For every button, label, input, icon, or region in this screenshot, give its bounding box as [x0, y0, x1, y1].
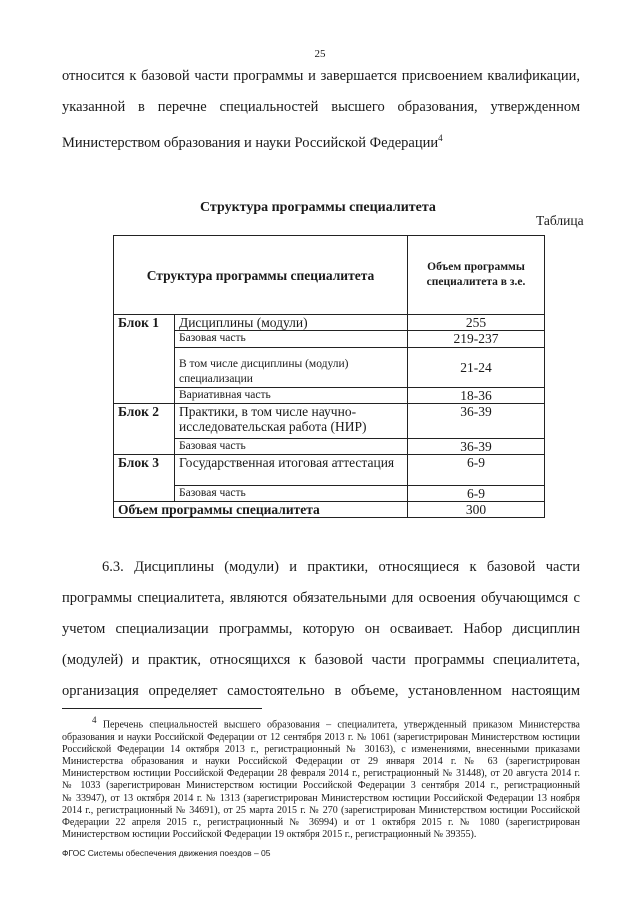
row-value: 36-39	[408, 404, 545, 439]
footnote-line: Российской Федерации 14 октября 2013 г., регистрационный № 30163), с изменениями, внесенными приказами	[62, 743, 580, 755]
table-row	[114, 486, 545, 502]
table-row	[114, 404, 545, 439]
row-value: 219-237	[408, 331, 545, 348]
paragraph-line-2: программы специалитета, являются обязательными для освоения обучающимся с	[62, 590, 580, 606]
table-row	[114, 348, 545, 388]
table-row	[114, 315, 545, 331]
footnote	[62, 714, 580, 841]
footnote-mark: 4	[92, 715, 97, 725]
row-name: Вариативная часть	[175, 388, 408, 404]
table-row	[114, 331, 545, 348]
row-value: 36-39	[408, 439, 545, 455]
block-label: Блок 2	[114, 404, 175, 455]
footnote-line: Министерства образования и науки Российской Федерации от 29 января 2014 г. № 63 (зарегистрирован	[62, 755, 580, 767]
footnote-line-text: Перечень специальностей высшего образования – специалитета, утвержденный приказом Министерства	[102, 719, 580, 731]
intro-line-1: относится к базовой части программы и завершается присвоением квалификации,	[62, 68, 580, 84]
total-value: 300	[408, 502, 545, 518]
footnote-line: 2014 г., регистрационный № 34691), от 25 марта 2015 г. № 270 (зарегистрирован Министерством юстиции Российской	[62, 804, 580, 816]
footnote-separator	[62, 708, 262, 709]
paragraph-line-1: 6.3. Дисциплины (модули) и практики, относящиеся к базовой части	[102, 559, 580, 575]
footnote-line	[62, 714, 580, 732]
paragraph-line-3: учетом специализации программы, которую он осваивает. Набор дисциплин	[62, 621, 580, 637]
total-label: Объем программы специалитета	[114, 502, 408, 518]
intro-line-2: указанной в перечне специальностей высшего образования, утвержденном	[62, 99, 580, 115]
row-name: Базовая часть	[175, 439, 408, 455]
footnote-line: образования и науки Российской Федерации от 12 сентября 2013 г. № 1061 (зарегистрирован Министерством юстиции	[62, 731, 580, 743]
table-row	[114, 388, 545, 404]
row-value: 6-9	[408, 486, 545, 502]
intro-line-3-text: Министерством образования и науки Российской Федерации	[62, 134, 439, 151]
program-structure-table	[113, 235, 545, 518]
block-label: Блок 3	[114, 455, 175, 502]
footnote-line: № 1033 (зарегистрирован Министерством юстиции Российской Федерации 3 сентября 2014 г., регистрационный	[62, 780, 580, 792]
row-name: Базовая часть	[175, 486, 408, 502]
table-row	[114, 439, 545, 455]
row-value: 21-24	[408, 348, 545, 388]
footnote-line: Министерством юстиции Российской Федерации 28 февраля 2014 г., регистрационный № 31448), от 20 августа 2014 г.	[62, 768, 580, 780]
row-value: 6-9	[408, 455, 545, 486]
footnote-line: Федерации 22 апреля 2015 г., регистрационный № 36994) и от 1 октября 2015 г. № 1080 (зарегистрирован	[62, 816, 580, 828]
header-structure: Структура программы специалитета	[114, 236, 408, 315]
row-value: 255	[408, 315, 545, 331]
table-title: Структура программы специалитета	[200, 200, 436, 215]
row-name: Дисциплины (модули)	[175, 315, 408, 331]
row-name: В том числе дисциплины (модули) специализации	[175, 348, 408, 388]
table-label: Таблица	[536, 213, 584, 228]
paragraph-line-4: (модулей) и практик, относящихся к базовой части программы специалитета,	[62, 652, 580, 668]
row-name: Базовая часть	[175, 331, 408, 348]
footnote-line: Министерством юстиции Российской Федерации 19 октября 2015 г., регистрационный № 39355).	[62, 829, 477, 841]
paragraph-line-5: организация определяет самостоятельно в объеме, установленном настоящим	[62, 683, 580, 699]
header-volume: Объем программы специалитета в з.е.	[408, 236, 545, 315]
row-value: 18-36	[408, 388, 545, 404]
block-label: Блок 1	[114, 315, 175, 404]
footnote-reference: 4	[438, 133, 443, 143]
table-header-row	[114, 236, 545, 315]
table-total-row	[114, 502, 545, 518]
intro-line-3	[62, 128, 580, 153]
footnote-line: № 33947), от 13 октября 2014 г. № 1313 (зарегистрирован Министерством юстиции Российской Федерации 13 ноября	[62, 792, 580, 804]
page-number: 25	[314, 48, 326, 60]
row-name: Государственная итоговая аттестация	[175, 455, 408, 486]
page-footer: ФГОС Системы обеспечения движения поездов – 05	[62, 848, 271, 858]
table-row	[114, 455, 545, 486]
row-name: Практики, в том числе научно-исследовательская работа (НИР)	[175, 404, 408, 439]
